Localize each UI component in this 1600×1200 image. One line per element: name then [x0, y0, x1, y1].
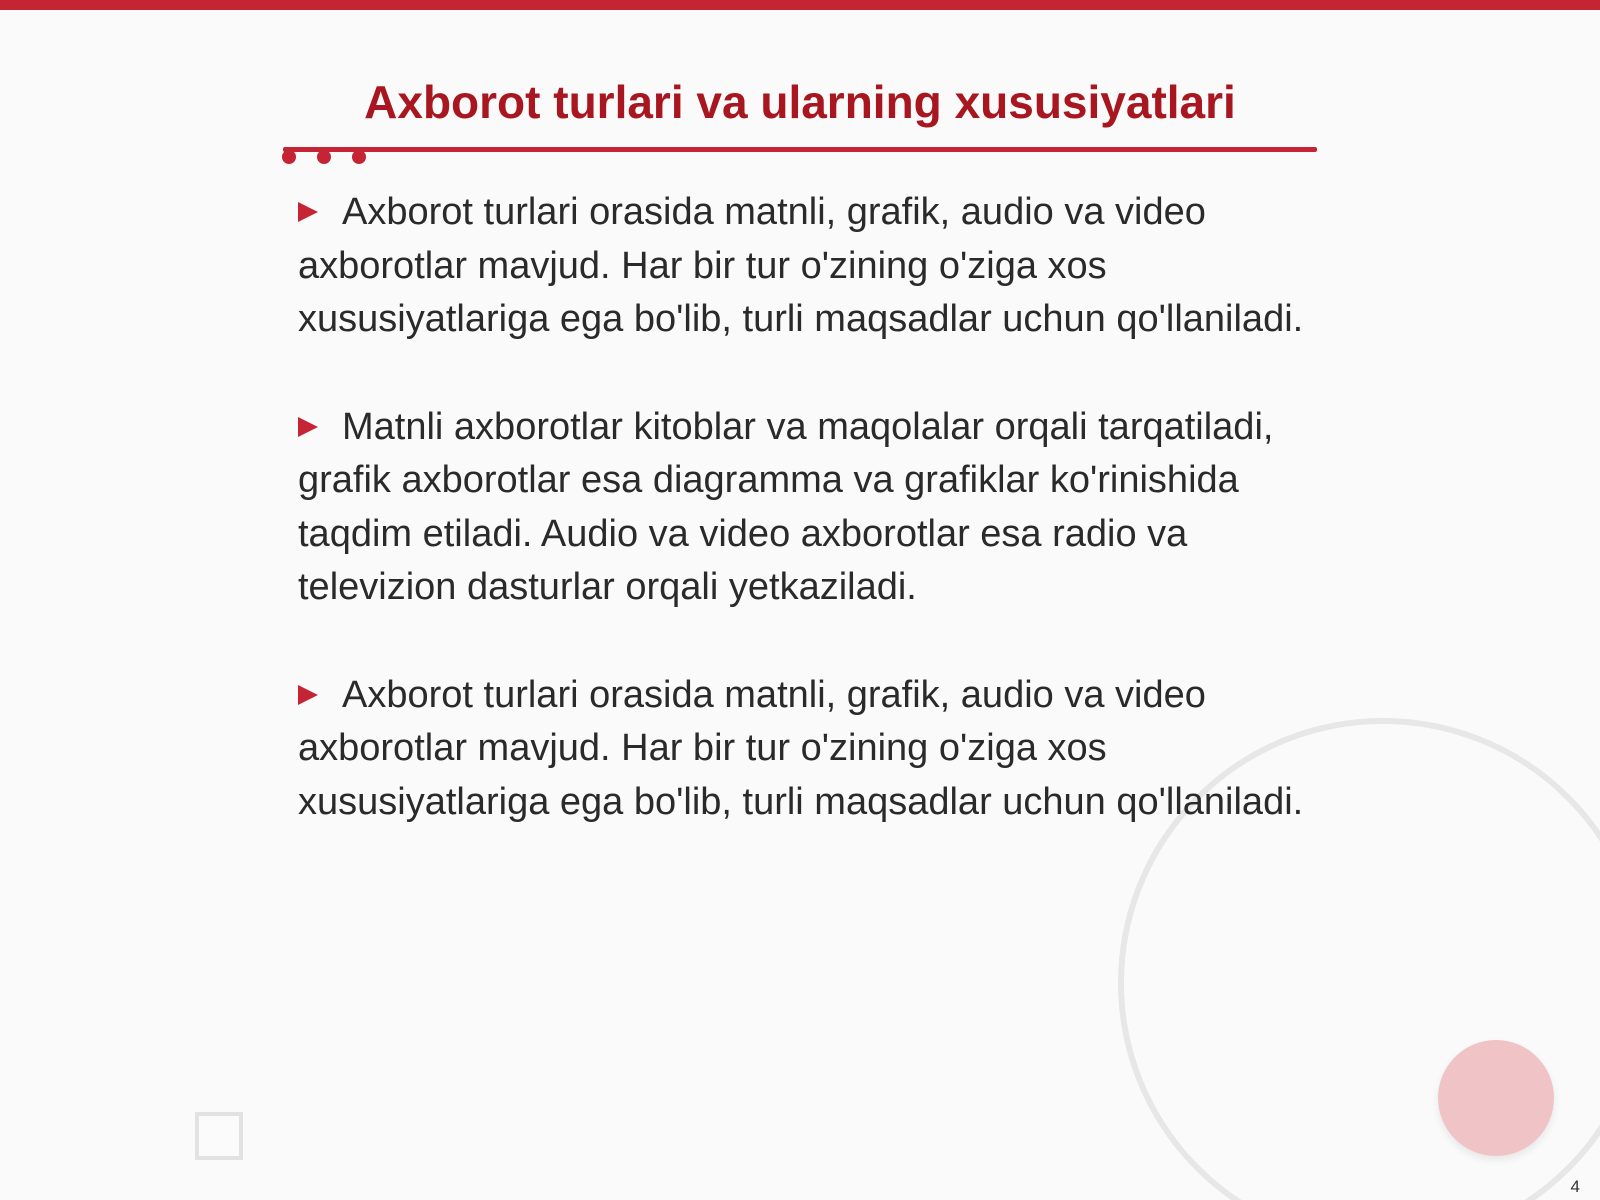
bullet-text: Axborot turlari orasida matnli, grafik, audio va video axborotlar mavjud. Har bir tur o'zining o'ziga xos xususiyatlariga ega bo'lib, turli maqsadlar uchun qo'llaniladi. [298, 191, 1304, 340]
bullet-list [298, 186, 1308, 883]
dot-icon [352, 150, 366, 164]
slide-title: Axborot turlari va ularning xususiyatlari [364, 76, 1236, 128]
title-underline [283, 147, 1317, 152]
bullet-text: Axborot turlari orasida matnli, grafik, audio va video axborotlar mavjud. Har bir tur o'zining o'ziga xos xususiyatlariga ega bo'lib, turli maqsadlar uchun qo'llaniladi. [298, 673, 1304, 823]
bullet-item [298, 186, 1308, 347]
bullet-item [298, 401, 1308, 615]
dot-icon [282, 150, 296, 164]
decorative-pink-circle [1438, 1040, 1554, 1156]
dot-icon [317, 150, 331, 164]
page-number: 4 [1570, 1177, 1580, 1196]
bullet-item [298, 669, 1308, 830]
triangle-right-icon [298, 202, 318, 222]
decorative-square [195, 1112, 243, 1160]
bullet-text: Matnli axborotlar kitoblar va maqolalar orqali tarqatiladi, grafik axborotlar esa diagramma va grafiklar ko'rinishida taqdim etiladi. Audio va video axborotlar esa radio va televizion dasturlar orqali yetkaziladi. [298, 405, 1274, 608]
top-accent-bar [0, 0, 1600, 10]
triangle-right-icon [298, 417, 318, 437]
triangle-right-icon [298, 685, 318, 705]
